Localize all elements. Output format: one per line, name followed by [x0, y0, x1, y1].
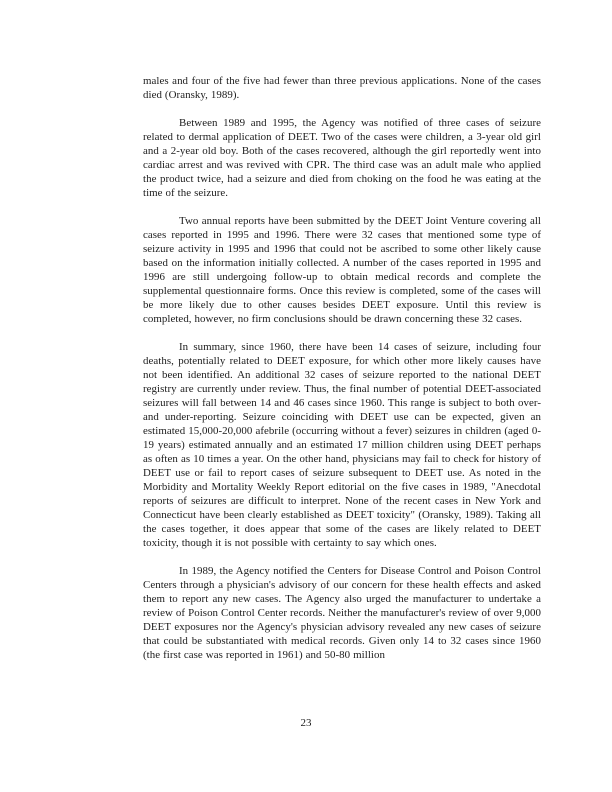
paragraph-continuation: males and four of the five had fewer than three previous applications. None of the cases died (Oransky, 1989).: [143, 75, 541, 101]
paragraph-seizure-cases-1989-1995: Between 1989 and 1995, the Agency was notified of three cases of seizure related to dermal application of DEET. Two of the cases were children, a 3-year old girl and a 2-year old boy. Both of the cases recovered, although the girl reportedly went into cardiac arrest and was revived with CPR. The third case was an adult male who applied the product twice, had a seizure and died from choking on the food he was eating at the time of the seizure.: [143, 117, 541, 199]
paragraph-agency-notification: In 1989, the Agency notified the Centers for Disease Control and Poison Control Centers through a physician's advisory of our concern for these health effects and asked them to report any new cases. The Agency also urged the manufacturer to undertake a review of Poison Control Center records. Neither the manufacturer's review of over 9,000 DEET exposures nor the Agency's physician advisory revealed any new cases of seizure that could be substantiated with medical records. Given only 14 to 32 cases since 1960 (the first case was reported in 1961) and 50-80 million: [143, 565, 541, 661]
body-text: [143, 74, 541, 676]
paragraph-annual-reports: Two annual reports have been submitted by the DEET Joint Venture covering all cases reported in 1995 and 1996. There were 32 cases that mentioned some type of seizure activity in 1995 and 1996 that could not be ascribed to some other likely cause based on the information initially collected. A number of the cases reported in 1995 and 1996 are still undergoing follow-up to obtain medical records and complete the supplemental questionnaire forms. Once this review is completed, some of the cases will be more likely due to other causes besides DEET exposure. Until this review is completed, however, no firm conclusions should be drawn concerning these 32 cases.: [143, 215, 541, 325]
paragraph-summary: In summary, since 1960, there have been 14 cases of seizure, including four deaths, potentially related to DEET exposure, for which other more likely causes have not been identified. An additional 32 cases of seizure reported to the national DEET registry are currently under review. Thus, the final number of potential DEET-associated seizures will fall between 14 and 46 cases since 1960. This range is subject to both over- and under-reporting. Seizure coinciding with DEET use can be expected, given an estimated 15,000-20,000 afebrile (occurring without a fever) seizures in children (aged 0-19 years) estimated annually and an estimated 17 million children using DEET perhaps as often as 10 times a year. On the other hand, physicians may fail to check for history of DEET use or fail to report cases of seizure subsequent to DEET use. As noted in the Morbidity and Mortality Weekly Report editorial on the five cases in 1989, "Anecdotal reports of seizures are difficult to interpret. None of the recent cases in New York and Connecticut have been clearly established as DEET toxicity" (Oransky, 1989). Taking all the cases together, it does appear that some of the cases are likely related to DEET toxicity, though it is not possible with certainty to say which ones.: [143, 341, 541, 549]
page-number: 23: [300, 717, 312, 729]
